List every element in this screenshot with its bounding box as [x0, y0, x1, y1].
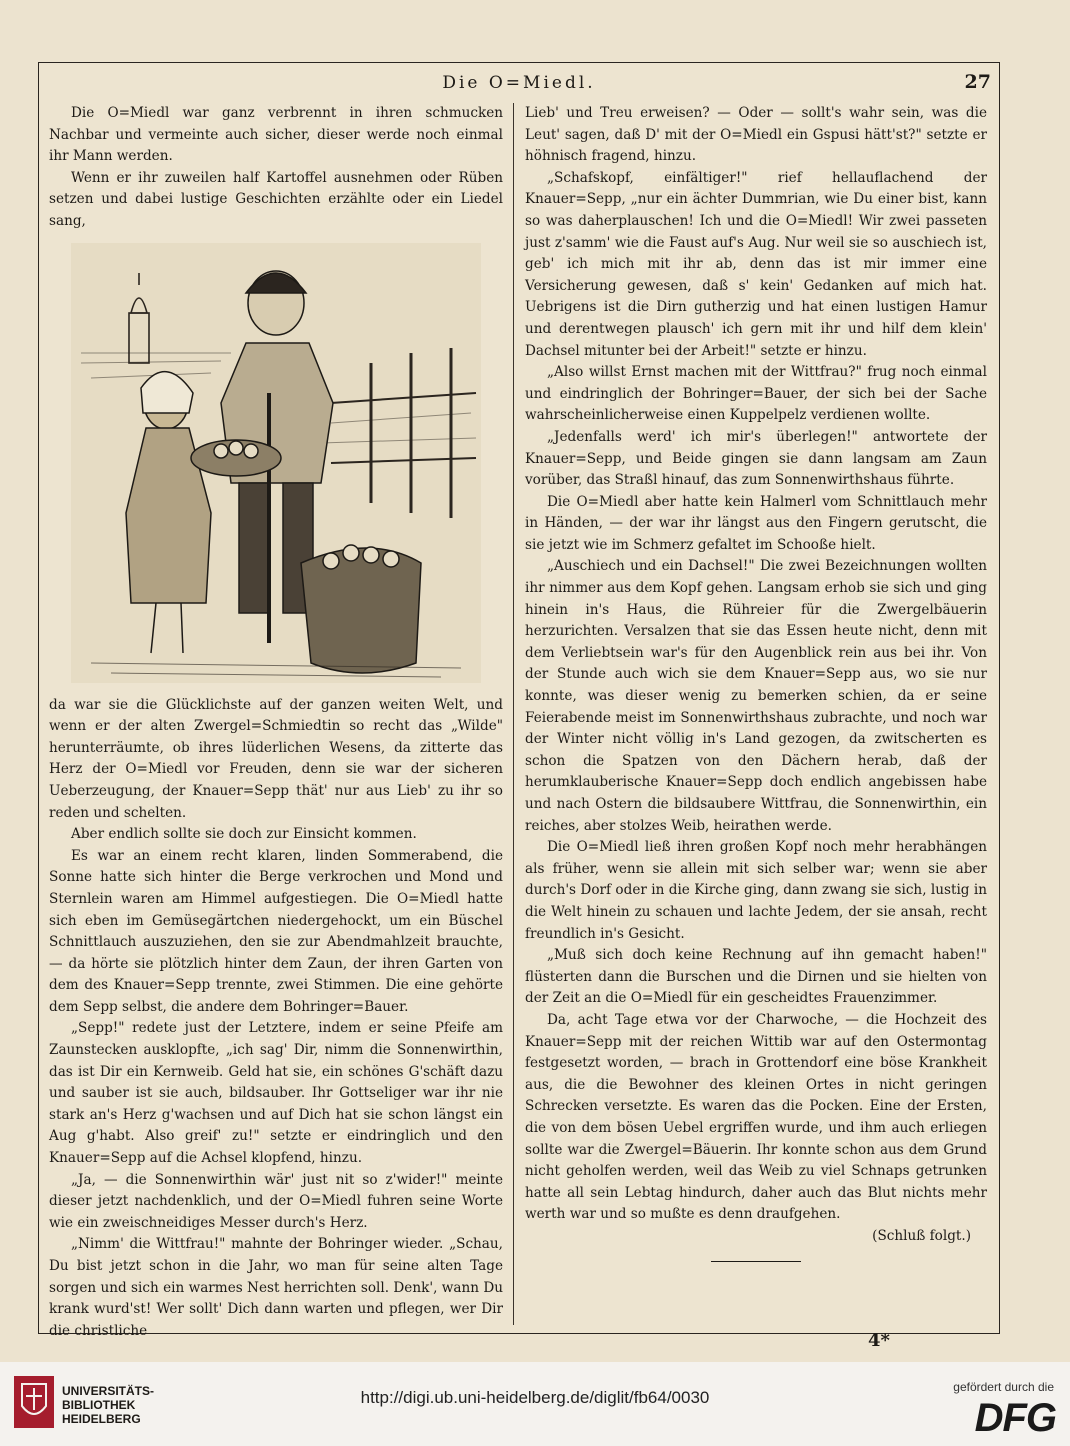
paragraph: „Sepp!" redete just der Letztere, indem er seine Pfeife am Zaunstecken ausklopfte, „ich sag' Dir, nimm die Sonnenwirthin, das ist Dir ein Kernweib. Geld hat sie, ein schönes G'schäft dazu und sauber ist sie auch, bildsauber. Ihr Gottseliger war ihr nie stark an's Herz g'wachsen und auf Dich hat sie schon längst ein Aug g'habt. Also greif' zu!" setzte er eindringlich und den Knauer=Sepp auf die Achsel klopfend, hinzu. [49, 1020, 503, 1167]
paragraph: da war sie die Glücklichste auf der ganzen weiten Welt, und wenn er der alten Zwergel=Schmiedtin so recht das „Wilde" herunterräumte, ob ihres lüderlichen Wesens, da zitterte das Herz der O=Miedl vor Freuden, denn sie war der sicheren Ueberzeugung, der Knauer=Sepp thät' nur aus Lieb' zu ihr so reden und schelten. [49, 696, 503, 821]
paragraph: „Nimm' die Wittfrau!" mahnte der Bohringer wieder. „Schau, Du bist jetzt schon in die Jahr, wo man für seine alten Tage sorgen und sich ein warmes Nest herrichten soll. Denk', wann Du krank wurd'st! Wer sollt' Dich dann warten und pflegen, wer Dir die christliche [49, 1236, 503, 1339]
institution-line: HEIDELBERG [62, 1412, 141, 1426]
left-column [49, 103, 503, 1342]
page-number: 27 [964, 71, 991, 93]
paragraph: Die O=Miedl aber hatte kein Halmerl vom Schnittlauch mehr in Händen, — der war ihr längst aus den Fingern gerutscht, die sie jetzt wie im Schmerz gefaltet im Schooße hielt. [525, 493, 987, 553]
paragraph: „Also willst Ernst machen mit der Wittfrau?" frug noch einmal und eindringlich der Bohringer=Bauer, der sich bei der Sache wahrscheinlicherweise einen Kuppelpelz verdienen wollte. [525, 364, 987, 424]
potato-sack [301, 545, 421, 673]
page-frame [38, 62, 1000, 1339]
signature-mark: 4* [868, 1330, 890, 1351]
woodcut-illustration [71, 243, 481, 683]
paragraph: „Schafskopf, einfältiger!" rief hellauflachend der Knauer=Sepp, „nur ein ächter Dummrian, wie Du einer bist, kann so was daherplauschen! Ich und die O=Miedl! Wir zwei passeten just z'samm' wie die Faust auf's Aug. Nur weil sie so auschiech ist, geb' ich mich mit ihr ab, denn das ist mir immer eine Versicherung gewesen, daß s' kein' Gedanken auf mich hat. Uebrigens ist die Dirn gutherzig und hat einen lustigen Hamur und derentwegen plausch' ich gern mit ihr und hilf dem klein' Dachsel mitunter bei der Arbeit!" setzte er hinzu. [525, 169, 987, 359]
paragraph: „Jedenfalls werd' ich mir's überlegen!" antwortete der Knauer=Sepp, und Beide gingen sie dann langsam am Zaun vorüber, das Straßl hinauf, das zum Sonnenwirthshaus führte. [525, 428, 987, 489]
paragraph: Wenn er ihr zuweilen half Kartoffel ausnehmen oder Rüben setzen und dabei lustige Geschichten erzählte oder ein Liedel sang, [49, 169, 503, 229]
paragraph: Da, acht Tage etwa vor der Charwoche, — die Hochzeit des Knauer=Sepp mit der reichen Wittib war auf den Ostermontag festgesetzt worden, — brach in Grottendorf eine böse Krankheit aus, die die Bewohner des kleinen Ortes in nicht geringen Schrecken versetzte. Es waren das die Pocken. Eine der Ersten, die von dem bösen Uebel ergriffen wurde, und ihm auch erliegen sollte war die Zwergel=Bäuerin. Ihr konnte schon aus dem Grund nicht geholfen werden, weil das Weib zu viel Schnaps getrunken hatte all sein Lebtag hindurch, daher auch das Blut nichts mehr werth war und so mußte es denn draufgehen. [525, 1011, 987, 1223]
paragraph: Es war an einem recht klaren, linden Sommerabend, die Sonne hatte sich hinter die Berge verkrochen und Mond und Sternlein waren am Himmel aufgestiegen. Die O=Miedl hatte sich eben im Gemüsegärtchen niedergehockt, um ein Büschel Schnittlauch auszuziehen, den sie zur Abendmahlzeit brauchte, — da hörte sie plötzlich hinter dem Zaun, der ihren Garten von dem des Knauer=Sepp trennte, zwei Stimmen. Die eine gehörte dem Sepp selbst, die andere dem Bohringer=Bauer. [49, 847, 503, 1015]
running-title: Die O=Miedl. [442, 73, 596, 93]
dfg-logo: DFG [974, 1396, 1056, 1440]
paragraph: „Muß sich doch keine Rechnung auf ihn gemacht haben!" flüsterten dann die Burschen und die Dirnen und sie hielten von der Zeit an die O=Miedl für ein gescheidtes Frauenzimmer. [525, 947, 987, 1007]
column-divider [513, 103, 514, 1325]
paragraph: Aber endlich sollte sie doch zur Einsicht kommen. [71, 826, 417, 843]
paragraph: „Auschiech und ein Dachsel!" Die zwei Bezeichnungen wollten ihr nimmer aus dem Kopf gehen. Langsam erhob sie sich und ging hinein in's Haus, die Rühreier für die Zwergelbäuerin herzurichten. Versalzen that sie das Essen heute nicht, denn mit dem Verliebtsein war's für den Augenblick rein aus bei ihr. Von der Stunde auch wich sie dem Knauer=Sepp aus, wo sie nur konnte, was dieser wenig zu bemerken schien, da er seine Feierabende meist im Sonnenwirthshaus zubrachte, und noch war der Winter nicht völlig in's Land gezogen, da zwitscherten es schon die Spatzen von den Dächern herab, daß der herumklauberische Knauer=Sepp doch endlich angebissen habe und nach Ostern die bildsaubere Wittfrau, die Sonnenwirthin, ein reiches, aber stolzes Weib, heirathen werde. [525, 558, 987, 834]
permalink-url[interactable]: http://digi.ub.uni-heidelberg.de/diglit/fb64/0030 [360, 1388, 710, 1407]
right-column [525, 103, 987, 1262]
paragraph: „Ja, — die Sonnenwirthin wär' just nit so z'wider!" meinte dieser jetzt nachdenklich, und der O=Miedl fuhren seine Worte wie ein zweischneidiges Messer durch's Herz. [49, 1171, 503, 1231]
closing-note: (Schluß folgt.) [872, 1227, 971, 1244]
funding-text: gefördert durch die [953, 1380, 1054, 1394]
institution-line: UNIVERSITÄTS- [62, 1384, 155, 1398]
institution-line: BIBLIOTHEK [62, 1398, 136, 1412]
viewer-footer [0, 1362, 1070, 1446]
end-rule [711, 1261, 801, 1262]
paragraph: Lieb' und Treu erweisen? — Oder — sollt's wahr sein, was die Leut' sagen, daß D' mit der O=Miedl ein Gspusi hätt'st?" setzte er höhnisch fragend, hinzu. [525, 105, 987, 165]
paragraph: Die O=Miedl war ganz verbrennt in ihren schmucken Nachbar und vermeinte auch sicher, dieser werde noch einmal ihr Mann werden. [49, 105, 503, 165]
page-header [39, 63, 999, 99]
paragraph: Die O=Miedl ließ ihren großen Kopf noch mehr herabhängen als früher, wenn sie allein mit sich selber war; wenn sie aber durch's Dorf oder in die Kirche ging, dann zwang sie sich, lustig in die Welt hinein zu schauen und lachte Jedem, der sie ansah, recht freundlich in's Gesicht. [525, 839, 987, 942]
